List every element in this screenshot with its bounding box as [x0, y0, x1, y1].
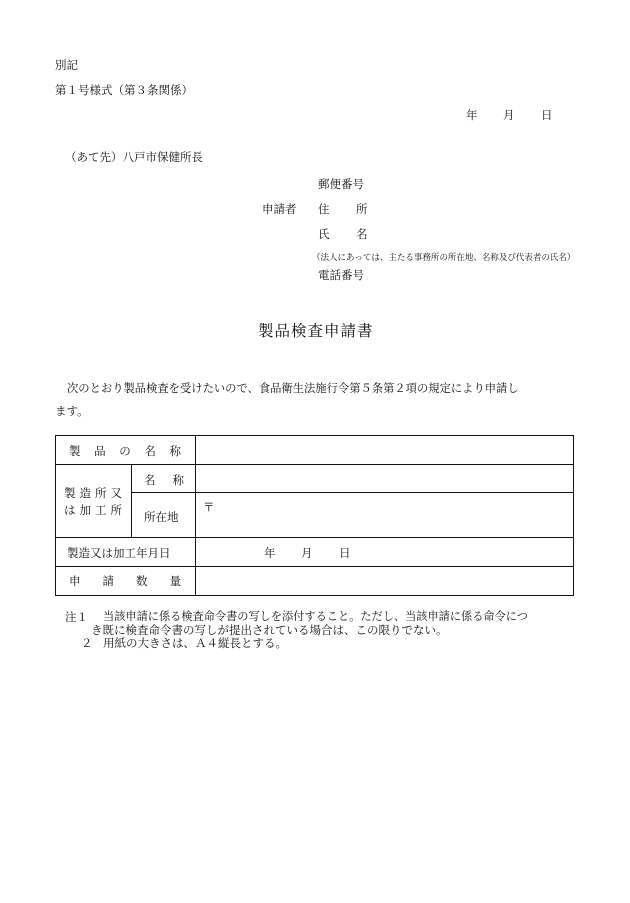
product-name-field[interactable] — [196, 436, 573, 464]
postal-code-label: 郵便番号 — [318, 177, 364, 191]
facility-address-field[interactable] — [196, 493, 573, 537]
manufacture-month: 月 — [301, 546, 313, 560]
betsuki-label: 別記 — [55, 58, 78, 72]
facility-name-field[interactable] — [196, 465, 573, 492]
quantity-field[interactable] — [196, 567, 573, 595]
body-line-1: 次のとおり製品検査を受けたいので、食品衛生法施行令第５条第２項の規定により申請し — [67, 382, 519, 395]
phone-label: 電話番号 — [318, 268, 364, 282]
form-number: 第１号様式（第３条関係） — [55, 83, 193, 97]
name-label-1: 氏 — [318, 227, 330, 241]
manufacture-day: 日 — [339, 546, 351, 560]
corporate-note: （法人にあっては、主たる事務所の所在地、名称及び代表者の氏名） — [312, 253, 576, 263]
note-1-line-1: 当該申請に係る検査命令書の写しを添付すること。ただし、当該申請に係る命令につ — [103, 610, 528, 623]
facility-label-line1: 製 造 所 又 — [64, 486, 122, 500]
facility-address-label: 所在地 — [144, 510, 179, 524]
date-month: 月 — [503, 108, 515, 122]
address-label-1: 住 — [318, 202, 330, 216]
quantity-label: 申 請 数 量 — [69, 574, 181, 588]
note-1-line-2: き既に検査命令書の写しが提出されている場合は、この限りでない。 — [91, 623, 448, 637]
manufacture-date-field[interactable] — [196, 538, 573, 566]
product-name-label: 製 品 の 名 称 — [69, 444, 181, 458]
address-label-2: 所 — [356, 202, 368, 216]
note-2-prefix: ２ — [81, 636, 93, 650]
name-label-2: 名 — [356, 227, 368, 241]
facility-name-label: 名 称 — [144, 473, 184, 487]
date-day: 日 — [541, 108, 553, 122]
application-table — [55, 435, 574, 596]
manufacture-date-label: 製造又は加工年月日 — [67, 546, 171, 560]
document-title: 製品検査申請書 — [258, 322, 374, 340]
body-line-2: ます。 — [55, 404, 89, 418]
date-year: 年 — [466, 108, 478, 122]
note-1-prefix: 注１ — [65, 610, 88, 624]
applicant-heading: 申請者 — [262, 202, 297, 216]
note-2-text: 用紙の大きさは、Ａ４縦長とする。 — [103, 636, 287, 650]
postal-mark: 〒 — [203, 500, 215, 514]
addressee: （あて先）八戸市保健所長 — [65, 150, 203, 164]
manufacture-year: 年 — [264, 546, 276, 560]
facility-label-line2: は 加 工 所 — [64, 503, 122, 517]
